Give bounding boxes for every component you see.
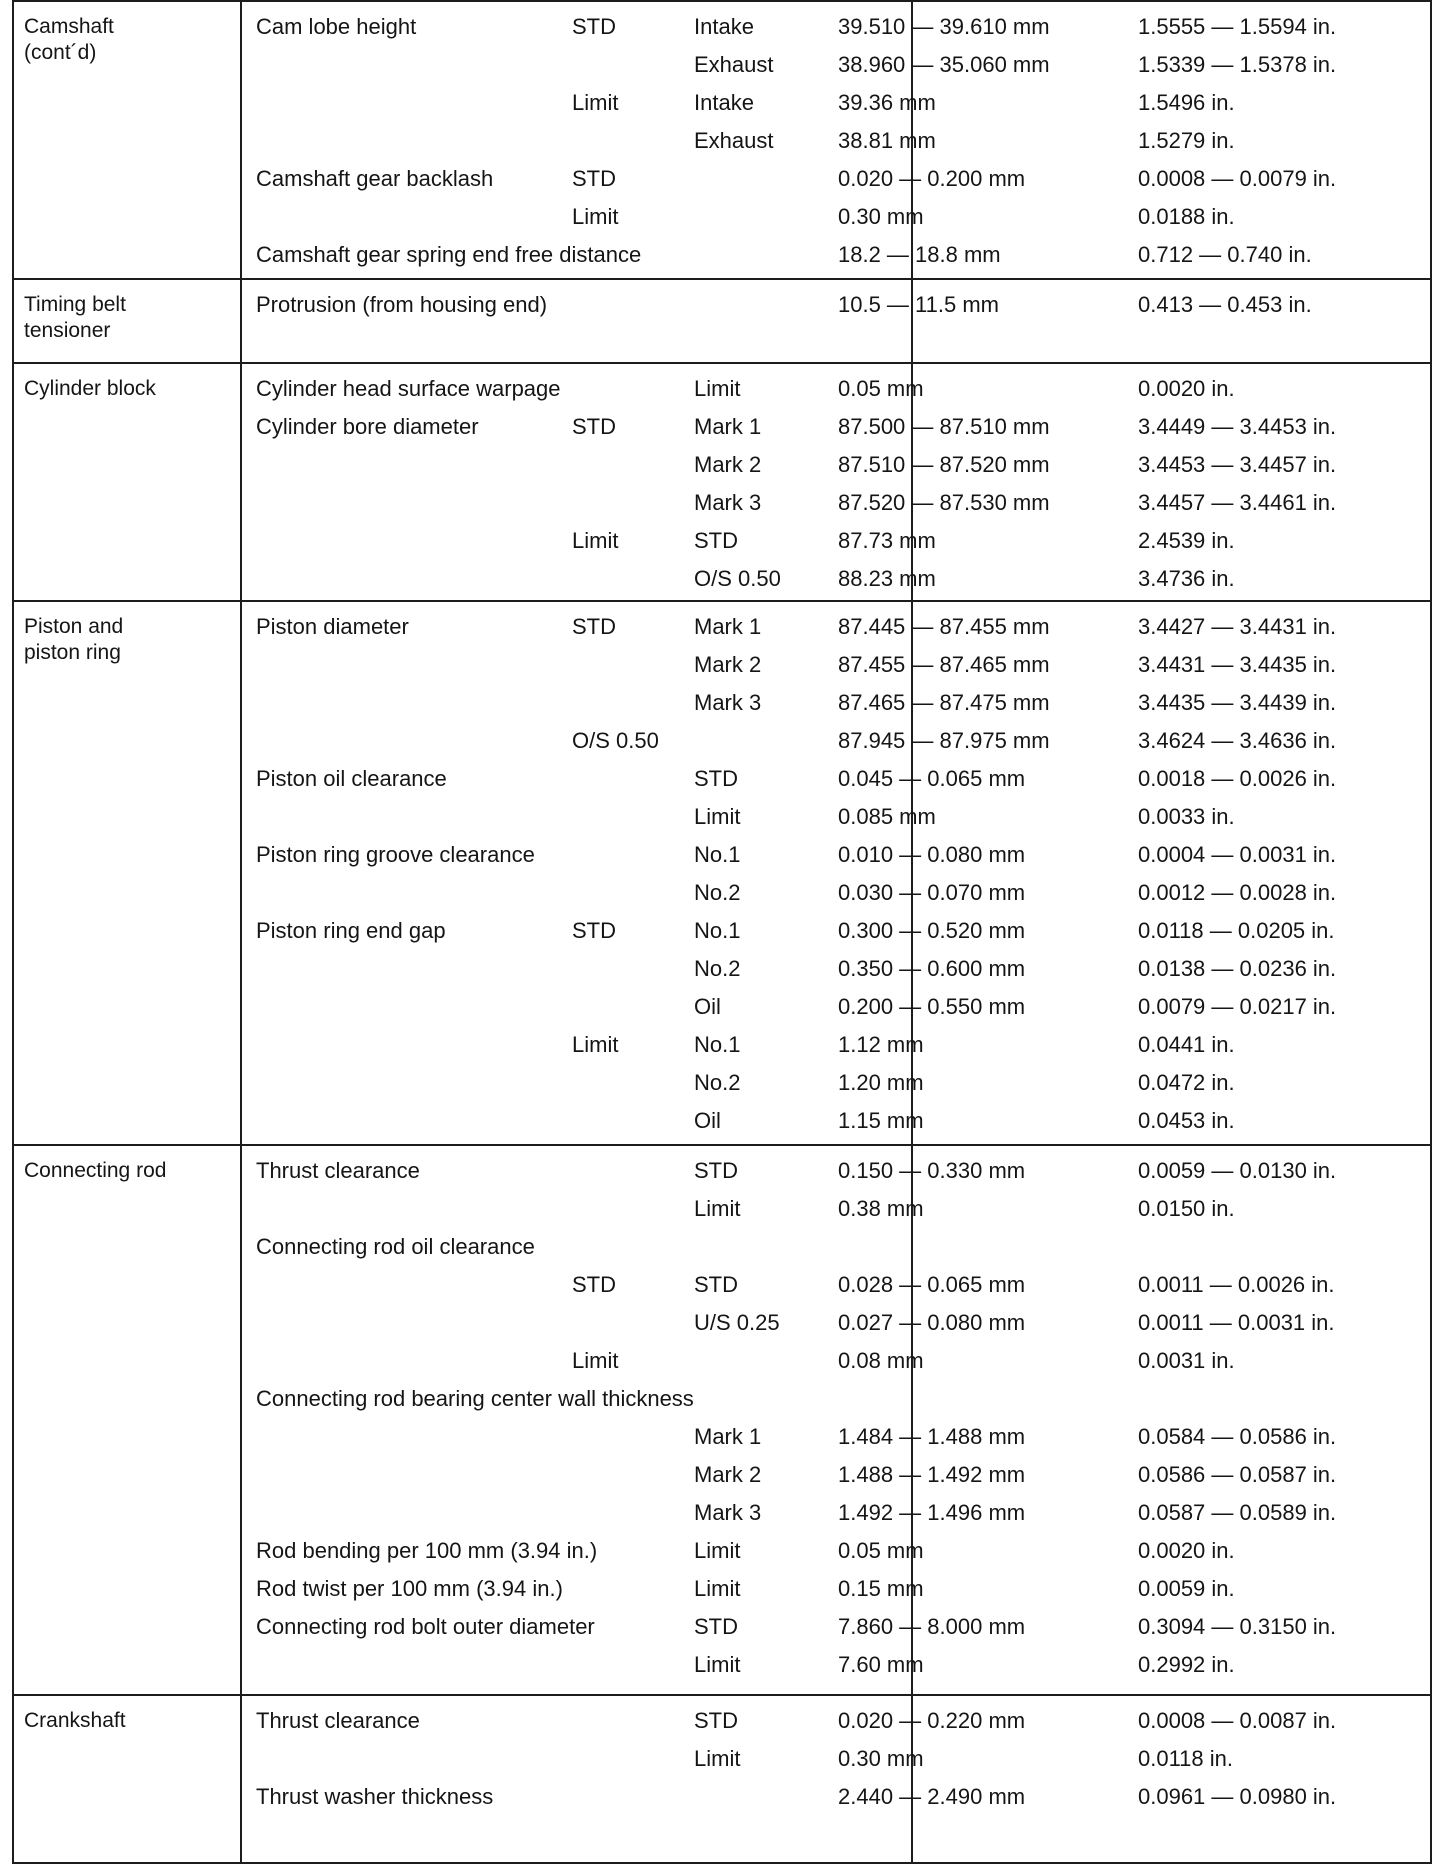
- section-category: Piston and piston ring: [13, 601, 241, 1145]
- spec-section: [13, 363, 1431, 601]
- sub-condition: No.1: [694, 1032, 741, 1057]
- spec-row: [242, 1608, 1430, 1646]
- section-category: Camshaft (cont´d): [13, 1, 241, 279]
- spec-row: [242, 1102, 1430, 1140]
- condition: STD: [572, 918, 616, 943]
- imperial-value: 0.0079 — 0.0217 in.: [1138, 994, 1337, 1019]
- sub-condition: Limit: [694, 1576, 741, 1601]
- metric-value: 2.440 — 2.490 mm: [838, 1784, 1026, 1809]
- sub-condition: Mark 2: [694, 1462, 762, 1487]
- condition: Limit: [572, 1348, 619, 1373]
- section-rows: [242, 280, 1430, 362]
- spec-row: [242, 646, 1430, 684]
- metric-value: 10.5 — 11.5 mm: [838, 292, 999, 317]
- imperial-value: 0.0018 — 0.0026 in.: [1138, 766, 1337, 791]
- metric-value: 0.05 mm: [838, 1538, 924, 1563]
- spec-row: [242, 912, 1430, 950]
- item-name: Thrust washer thickness: [256, 1784, 494, 1809]
- imperial-value: 0.0118 — 0.0205 in.: [1138, 918, 1335, 943]
- imperial-value: 0.0012 — 0.0028 in.: [1138, 880, 1337, 905]
- imperial-value: 0.0584 — 0.0586 in.: [1138, 1424, 1337, 1449]
- metric-value: 0.027 — 0.080 mm: [838, 1310, 1026, 1335]
- metric-value: 0.15 mm: [838, 1576, 924, 1601]
- spec-section: [13, 601, 1431, 1145]
- item-name: Cam lobe height: [256, 14, 417, 39]
- spec-row: [242, 446, 1430, 484]
- imperial-value: 1.5339 — 1.5378 in.: [1138, 52, 1337, 77]
- spec-row: [242, 1064, 1430, 1102]
- spec-row: [242, 484, 1430, 522]
- section-rows: [242, 1696, 1430, 1862]
- imperial-value: 0.0961 — 0.0980 in.: [1138, 1784, 1337, 1809]
- spec-row: [242, 722, 1430, 760]
- metric-value: 38.960 — 35.060 mm: [838, 52, 1050, 77]
- sub-condition: Mark 3: [694, 1500, 762, 1525]
- condition: STD: [572, 166, 616, 191]
- spec-row: [242, 1342, 1430, 1380]
- sub-condition: Mark 1: [694, 614, 762, 639]
- section-rows: [242, 2, 1430, 278]
- imperial-value: 0.0587 — 0.0589 in.: [1138, 1500, 1337, 1525]
- sub-condition: Limit: [694, 1196, 741, 1221]
- imperial-value: 0.712 — 0.740 in.: [1138, 242, 1312, 267]
- section-category: Crankshaft: [13, 1695, 241, 1863]
- sub-condition: Limit: [694, 1538, 741, 1563]
- metric-value: 38.81 mm: [838, 128, 936, 153]
- spec-row: [242, 236, 1430, 274]
- spec-row: [242, 370, 1430, 408]
- metric-value: 87.510 — 87.520 mm: [838, 452, 1050, 477]
- metric-value: 0.300 — 0.520 mm: [838, 918, 1026, 943]
- imperial-value: 0.2992 in.: [1138, 1652, 1235, 1677]
- spec-section: [13, 1145, 1431, 1695]
- spec-row: [242, 684, 1430, 722]
- imperial-value: 3.4449 — 3.4453 in.: [1138, 414, 1337, 439]
- metric-value: 1.488 — 1.492 mm: [838, 1462, 1026, 1487]
- sub-condition: STD: [694, 528, 738, 553]
- metric-value: 87.465 — 87.475 mm: [838, 690, 1050, 715]
- imperial-value: 3.4457 — 3.4461 in.: [1138, 490, 1337, 515]
- metric-value: 0.085 mm: [838, 804, 936, 829]
- spec-row: [242, 1190, 1430, 1228]
- section-items-cell: [241, 1695, 1431, 1863]
- condition: Limit: [572, 204, 619, 229]
- imperial-value: 0.0033 in.: [1138, 804, 1235, 829]
- imperial-value: 1.5279 in.: [1138, 128, 1235, 153]
- sub-condition: Limit: [694, 804, 741, 829]
- sub-condition: Limit: [694, 376, 741, 401]
- metric-value: 1.15 mm: [838, 1108, 924, 1133]
- spec-row: [242, 950, 1430, 988]
- sub-condition: No.2: [694, 956, 741, 981]
- spec-row: [242, 1570, 1430, 1608]
- spec-row: [242, 760, 1430, 798]
- spec-row: [242, 1418, 1430, 1456]
- section-category: Cylinder block: [13, 363, 241, 601]
- sub-condition: Exhaust: [694, 128, 774, 153]
- imperial-value: 0.0059 — 0.0130 in.: [1138, 1158, 1337, 1183]
- imperial-value: 1.5555 — 1.5594 in.: [1138, 14, 1337, 39]
- spec-row: [242, 836, 1430, 874]
- sub-condition: U/S 0.25: [694, 1310, 780, 1335]
- sub-condition: Mark 2: [694, 452, 762, 477]
- metric-value: 0.38 mm: [838, 1196, 924, 1221]
- metric-value: 0.010 — 0.080 mm: [838, 842, 1026, 867]
- imperial-value: 2.4539 in.: [1138, 528, 1235, 553]
- spec-page: [12, 0, 1430, 1854]
- spec-row: [242, 286, 1430, 324]
- condition: STD: [572, 1272, 616, 1297]
- imperial-value: 3.4427 — 3.4431 in.: [1138, 614, 1337, 639]
- imperial-value: 0.0586 — 0.0587 in.: [1138, 1462, 1337, 1487]
- metric-value: 0.020 — 0.200 mm: [838, 166, 1026, 191]
- imperial-value: 0.3094 — 0.3150 in.: [1138, 1614, 1337, 1639]
- item-name: Protrusion (from housing end): [256, 292, 548, 317]
- spec-row: [242, 1702, 1430, 1740]
- metric-value: 87.455 — 87.465 mm: [838, 652, 1050, 677]
- condition: Limit: [572, 528, 619, 553]
- sub-condition: STD: [694, 1708, 738, 1733]
- section-items-cell: [241, 601, 1431, 1145]
- sub-condition: No.2: [694, 880, 741, 905]
- imperial-value: 0.0453 in.: [1138, 1108, 1235, 1133]
- metric-value: 18.2 — 18.8 mm: [838, 242, 1001, 267]
- spec-row: [242, 1456, 1430, 1494]
- metric-value: 88.23 mm: [838, 566, 936, 591]
- metric-value: 87.945 — 87.975 mm: [838, 728, 1050, 753]
- condition: Limit: [572, 90, 619, 115]
- sub-condition: No.1: [694, 918, 741, 943]
- spec-row: [242, 1228, 1430, 1266]
- condition: STD: [572, 614, 616, 639]
- imperial-value: 0.0011 — 0.0026 in.: [1138, 1272, 1335, 1297]
- section-rows: [242, 364, 1430, 600]
- metric-value: 0.028 — 0.065 mm: [838, 1272, 1026, 1297]
- imperial-value: 1.5496 in.: [1138, 90, 1235, 115]
- imperial-value: 0.0138 — 0.0236 in.: [1138, 956, 1337, 981]
- spec-section: [13, 279, 1431, 363]
- imperial-value: 0.0031 in.: [1138, 1348, 1235, 1373]
- item-name: Connecting rod bearing center wall thickness: [256, 1386, 694, 1411]
- spec-row: [242, 1778, 1430, 1816]
- metric-value: 0.30 mm: [838, 204, 924, 229]
- metric-value: 0.08 mm: [838, 1348, 924, 1373]
- spec-row: [242, 874, 1430, 912]
- metric-value: 87.73 mm: [838, 528, 936, 553]
- sub-condition: Mark 1: [694, 414, 762, 439]
- metric-value: 87.520 — 87.530 mm: [838, 490, 1050, 515]
- imperial-value: 3.4435 — 3.4439 in.: [1138, 690, 1337, 715]
- metric-value: 39.36 mm: [838, 90, 936, 115]
- item-name: Connecting rod bolt outer diameter: [256, 1614, 595, 1639]
- item-name: Rod bending per 100 mm (3.94 in.): [256, 1538, 598, 1563]
- item-name: Piston diameter: [256, 614, 409, 639]
- item-name: Piston oil clearance: [256, 766, 447, 791]
- imperial-value: 0.0020 in.: [1138, 1538, 1235, 1563]
- item-name: Thrust clearance: [256, 1708, 420, 1733]
- item-name: Cylinder bore diameter: [256, 414, 479, 439]
- metric-value: 0.030 — 0.070 mm: [838, 880, 1026, 905]
- spec-row: [242, 198, 1430, 236]
- item-name: Rod twist per 100 mm (3.94 in.): [256, 1576, 563, 1601]
- imperial-value: 0.0020 in.: [1138, 376, 1235, 401]
- spec-row: [242, 1152, 1430, 1190]
- imperial-value: 0.0441 in.: [1138, 1032, 1235, 1057]
- spec-row: [242, 46, 1430, 84]
- spec-row: [242, 1646, 1430, 1684]
- spec-row: [242, 1026, 1430, 1064]
- spec-row: [242, 1494, 1430, 1532]
- sub-condition: No.1: [694, 842, 741, 867]
- item-name: Camshaft gear backlash: [256, 166, 494, 191]
- spec-row: [242, 522, 1430, 560]
- imperial-value: 3.4453 — 3.4457 in.: [1138, 452, 1337, 477]
- sub-condition: No.2: [694, 1070, 741, 1095]
- item-name: Piston ring groove clearance: [256, 842, 535, 867]
- item-name: Piston ring end gap: [256, 918, 446, 943]
- condition: Limit: [572, 1032, 619, 1057]
- item-name: Camshaft gear spring end free distance: [256, 242, 642, 267]
- condition: STD: [572, 414, 616, 439]
- section-rows: [242, 1146, 1430, 1694]
- section-items-cell: [241, 1, 1431, 279]
- sub-condition: Exhaust: [694, 52, 774, 77]
- spec-row: [242, 408, 1430, 446]
- sub-condition: STD: [694, 766, 738, 791]
- metric-value: 1.484 — 1.488 mm: [838, 1424, 1026, 1449]
- condition: O/S 0.50: [572, 728, 659, 753]
- section-items-cell: [241, 363, 1431, 601]
- metric-value: 87.500 — 87.510 mm: [838, 414, 1050, 439]
- item-name: Thrust clearance: [256, 1158, 420, 1183]
- metric-value: 0.150 — 0.330 mm: [838, 1158, 1026, 1183]
- sub-condition: Mark 3: [694, 690, 762, 715]
- imperial-value: 0.0011 — 0.0031 in.: [1138, 1310, 1335, 1335]
- metric-value: 87.445 — 87.455 mm: [838, 614, 1050, 639]
- metric-value: 0.200 — 0.550 mm: [838, 994, 1026, 1019]
- sub-condition: Mark 1: [694, 1424, 762, 1449]
- metric-value: 39.510 — 39.610 mm: [838, 14, 1050, 39]
- item-name: Cylinder head surface warpage: [256, 376, 561, 401]
- sub-condition: STD: [694, 1158, 738, 1183]
- section-items-cell: [241, 279, 1431, 363]
- imperial-value: 0.0004 — 0.0031 in.: [1138, 842, 1337, 867]
- spec-row: [242, 84, 1430, 122]
- spec-row: [242, 608, 1430, 646]
- sub-condition: Intake: [694, 14, 754, 39]
- sub-condition: Limit: [694, 1652, 741, 1677]
- metric-value: 7.860 — 8.000 mm: [838, 1614, 1026, 1639]
- section-category: Timing belt tensioner: [13, 279, 241, 363]
- metric-value: 1.492 — 1.496 mm: [838, 1500, 1026, 1525]
- metric-value: 7.60 mm: [838, 1652, 924, 1677]
- metric-value: 1.20 mm: [838, 1070, 924, 1095]
- imperial-value: 0.0008 — 0.0079 in.: [1138, 166, 1337, 191]
- metric-value: 0.045 — 0.065 mm: [838, 766, 1026, 791]
- metric-value: 1.12 mm: [838, 1032, 924, 1057]
- sub-condition: Oil: [694, 1108, 721, 1133]
- imperial-value: 0.0150 in.: [1138, 1196, 1235, 1221]
- imperial-value: 3.4431 — 3.4435 in.: [1138, 652, 1337, 677]
- imperial-value: 0.0059 in.: [1138, 1576, 1235, 1601]
- sub-condition: O/S 0.50: [694, 566, 781, 591]
- metric-value: 0.350 — 0.600 mm: [838, 956, 1026, 981]
- metric-value: 0.05 mm: [838, 376, 924, 401]
- spec-row: [242, 1740, 1430, 1778]
- imperial-value: 3.4624 — 3.4636 in.: [1138, 728, 1337, 753]
- specification-table: [12, 0, 1432, 1864]
- spec-row: [242, 798, 1430, 836]
- sub-condition: STD: [694, 1614, 738, 1639]
- sub-condition: Mark 3: [694, 490, 762, 515]
- spec-row: [242, 8, 1430, 46]
- spec-row: [242, 122, 1430, 160]
- spec-row: [242, 1266, 1430, 1304]
- spec-row: [242, 988, 1430, 1026]
- sub-condition: Mark 2: [694, 652, 762, 677]
- imperial-value: 0.0008 — 0.0087 in.: [1138, 1708, 1337, 1733]
- section-rows: [242, 602, 1430, 1144]
- item-name: Connecting rod oil clearance: [256, 1234, 535, 1259]
- spec-row: [242, 560, 1430, 598]
- spec-section: [13, 1695, 1431, 1863]
- spec-row: [242, 1380, 1430, 1418]
- imperial-value: 0.0118 in.: [1138, 1746, 1234, 1771]
- sub-condition: Oil: [694, 994, 721, 1019]
- spec-section: [13, 1, 1431, 279]
- metric-value: 0.30 mm: [838, 1746, 924, 1771]
- spec-row: [242, 1532, 1430, 1570]
- spec-row: [242, 1304, 1430, 1342]
- imperial-value: 0.0472 in.: [1138, 1070, 1235, 1095]
- condition: STD: [572, 14, 616, 39]
- sub-condition: Limit: [694, 1746, 741, 1771]
- section-items-cell: [241, 1145, 1431, 1695]
- sub-condition: STD: [694, 1272, 738, 1297]
- sub-condition: Intake: [694, 90, 754, 115]
- imperial-value: 3.4736 in.: [1138, 566, 1235, 591]
- section-category: Connecting rod: [13, 1145, 241, 1695]
- imperial-value: 0.0188 in.: [1138, 204, 1235, 229]
- spec-row: [242, 160, 1430, 198]
- imperial-value: 0.413 — 0.453 in.: [1138, 292, 1312, 317]
- metric-value: 0.020 — 0.220 mm: [838, 1708, 1026, 1733]
